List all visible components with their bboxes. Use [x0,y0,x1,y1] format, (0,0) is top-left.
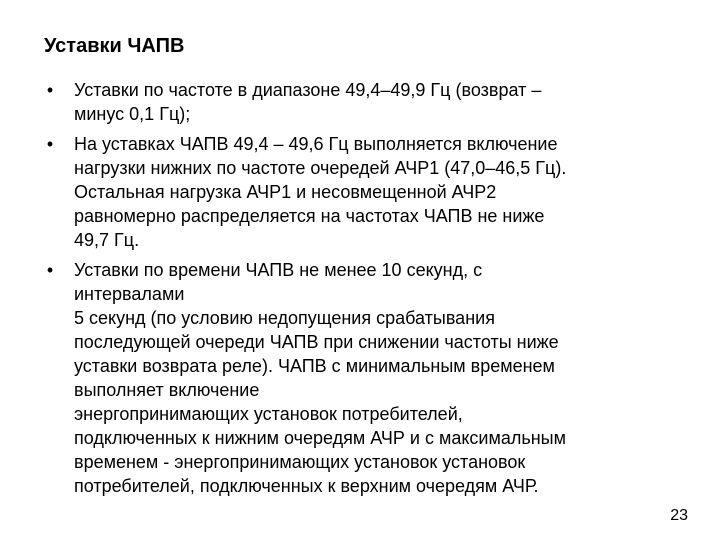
bullet-marker: • [46,260,54,280]
bullet-text-line: временем - энергопринимающих установок установок [74,452,526,472]
bullet-marker: • [46,80,54,100]
bullet-text-line: уставки возврата реле). ЧАПВ с минимальным временем [74,356,555,376]
bullet-text-line: подключенных к нижним очередям АЧР и с максимальным [74,428,566,448]
bullet-list [40,78,680,504]
bullet-text-line: нагрузки нижних по частоте очередей АЧР1 (47,0–46,5 Гц). [74,158,567,178]
bullet-text-line: Уставки по времени ЧАПВ не менее 10 секунд, с [74,260,483,280]
bullet-item-2 [40,132,680,252]
bullet-text-line: Уставки по частоте в диапазоне 49,4–49,9 Гц (возврат – [74,80,542,100]
bullet-item-3 [40,258,680,498]
bullet-marker: • [46,134,54,154]
bullet-text-line: выполняет включение [74,380,260,400]
bullet-text-line: минус 0,1 Гц); [74,104,191,124]
bullet-text-line: 49,7 Гц. [74,230,140,250]
bullet-text-line: 5 секунд (по условию недопущения срабатывания [74,308,495,328]
bullet-text-line: потребителей, подключенных к верхним очередям АЧР. [74,476,539,496]
bullet-text-line: равномерно распределяется на частотах ЧАПВ не ниже [74,206,545,226]
bullet-text-line: На уставках ЧАПВ 49,4 – 49,6 Гц выполняется включение [74,134,558,154]
slide-title: Уставки ЧАПВ [44,35,185,57]
page-number: 23 [670,507,688,524]
bullet-text-line: последующей очереди ЧАПВ при снижении частоты ниже [74,332,559,352]
bullet-text-line: Остальная нагрузка АЧР1 и несовмещенной АЧР2 [74,182,497,202]
bullet-text-line: энергопринимающих установок потребителей, [74,404,463,424]
bullet-text-line: интервалами [74,284,185,304]
bullet-item-1 [40,78,680,126]
